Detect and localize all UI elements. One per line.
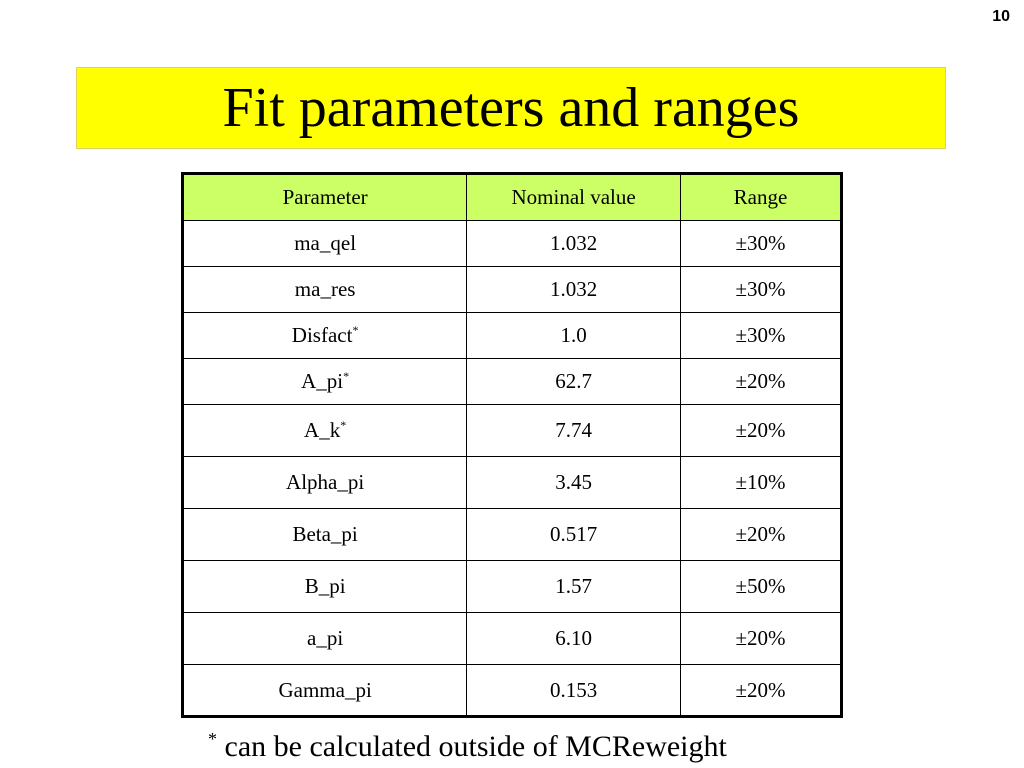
cell-parameter: B_pi: [183, 561, 467, 613]
table-row: [183, 221, 842, 267]
cell-parameter: A_pi*: [183, 359, 467, 405]
cell-parameter: A_k*: [183, 405, 467, 457]
cell-value: 62.7: [467, 359, 681, 405]
cell-range: ±30%: [680, 221, 841, 267]
cell-value: 1.57: [467, 561, 681, 613]
table-row: [183, 561, 842, 613]
table-row: [183, 665, 842, 717]
cell-value: 0.517: [467, 509, 681, 561]
cell-value: 1.032: [467, 221, 681, 267]
cell-range: ±20%: [680, 509, 841, 561]
table-row: [183, 359, 842, 405]
cell-value: 3.45: [467, 457, 681, 509]
footnote: [208, 730, 727, 764]
header-parameter: Parameter: [183, 174, 467, 221]
header-nominal-value: Nominal value: [467, 174, 681, 221]
footnote-text: can be calculated outside of MCReweight: [217, 730, 727, 763]
footnote-marker: *: [208, 729, 217, 749]
table-row: [183, 457, 842, 509]
cell-parameter: a_pi: [183, 613, 467, 665]
cell-parameter: Disfact*: [183, 313, 467, 359]
cell-range: ±30%: [680, 267, 841, 313]
cell-parameter: Alpha_pi: [183, 457, 467, 509]
cell-value: 6.10: [467, 613, 681, 665]
title-banner: [76, 67, 946, 149]
cell-range: ±20%: [680, 405, 841, 457]
cell-range: ±30%: [680, 313, 841, 359]
page-number: 10: [992, 8, 1010, 25]
cell-value: 7.74: [467, 405, 681, 457]
table-row: [183, 313, 842, 359]
table-row: [183, 405, 842, 457]
cell-range: ±10%: [680, 457, 841, 509]
slide-title: Fit parameters and ranges: [222, 77, 800, 139]
table-row: [183, 267, 842, 313]
cell-value: 1.0: [467, 313, 681, 359]
cell-value: 1.032: [467, 267, 681, 313]
cell-parameter: ma_res: [183, 267, 467, 313]
cell-range: ±20%: [680, 359, 841, 405]
table-header-row: [183, 174, 842, 221]
table-row: [183, 509, 842, 561]
cell-range: ±50%: [680, 561, 841, 613]
cell-parameter: ma_qel: [183, 221, 467, 267]
cell-value: 0.153: [467, 665, 681, 717]
cell-parameter: Gamma_pi: [183, 665, 467, 717]
header-range: Range: [680, 174, 841, 221]
cell-range: ±20%: [680, 613, 841, 665]
cell-parameter: Beta_pi: [183, 509, 467, 561]
cell-range: ±20%: [680, 665, 841, 717]
table-row: [183, 613, 842, 665]
parameters-table: [181, 172, 843, 718]
